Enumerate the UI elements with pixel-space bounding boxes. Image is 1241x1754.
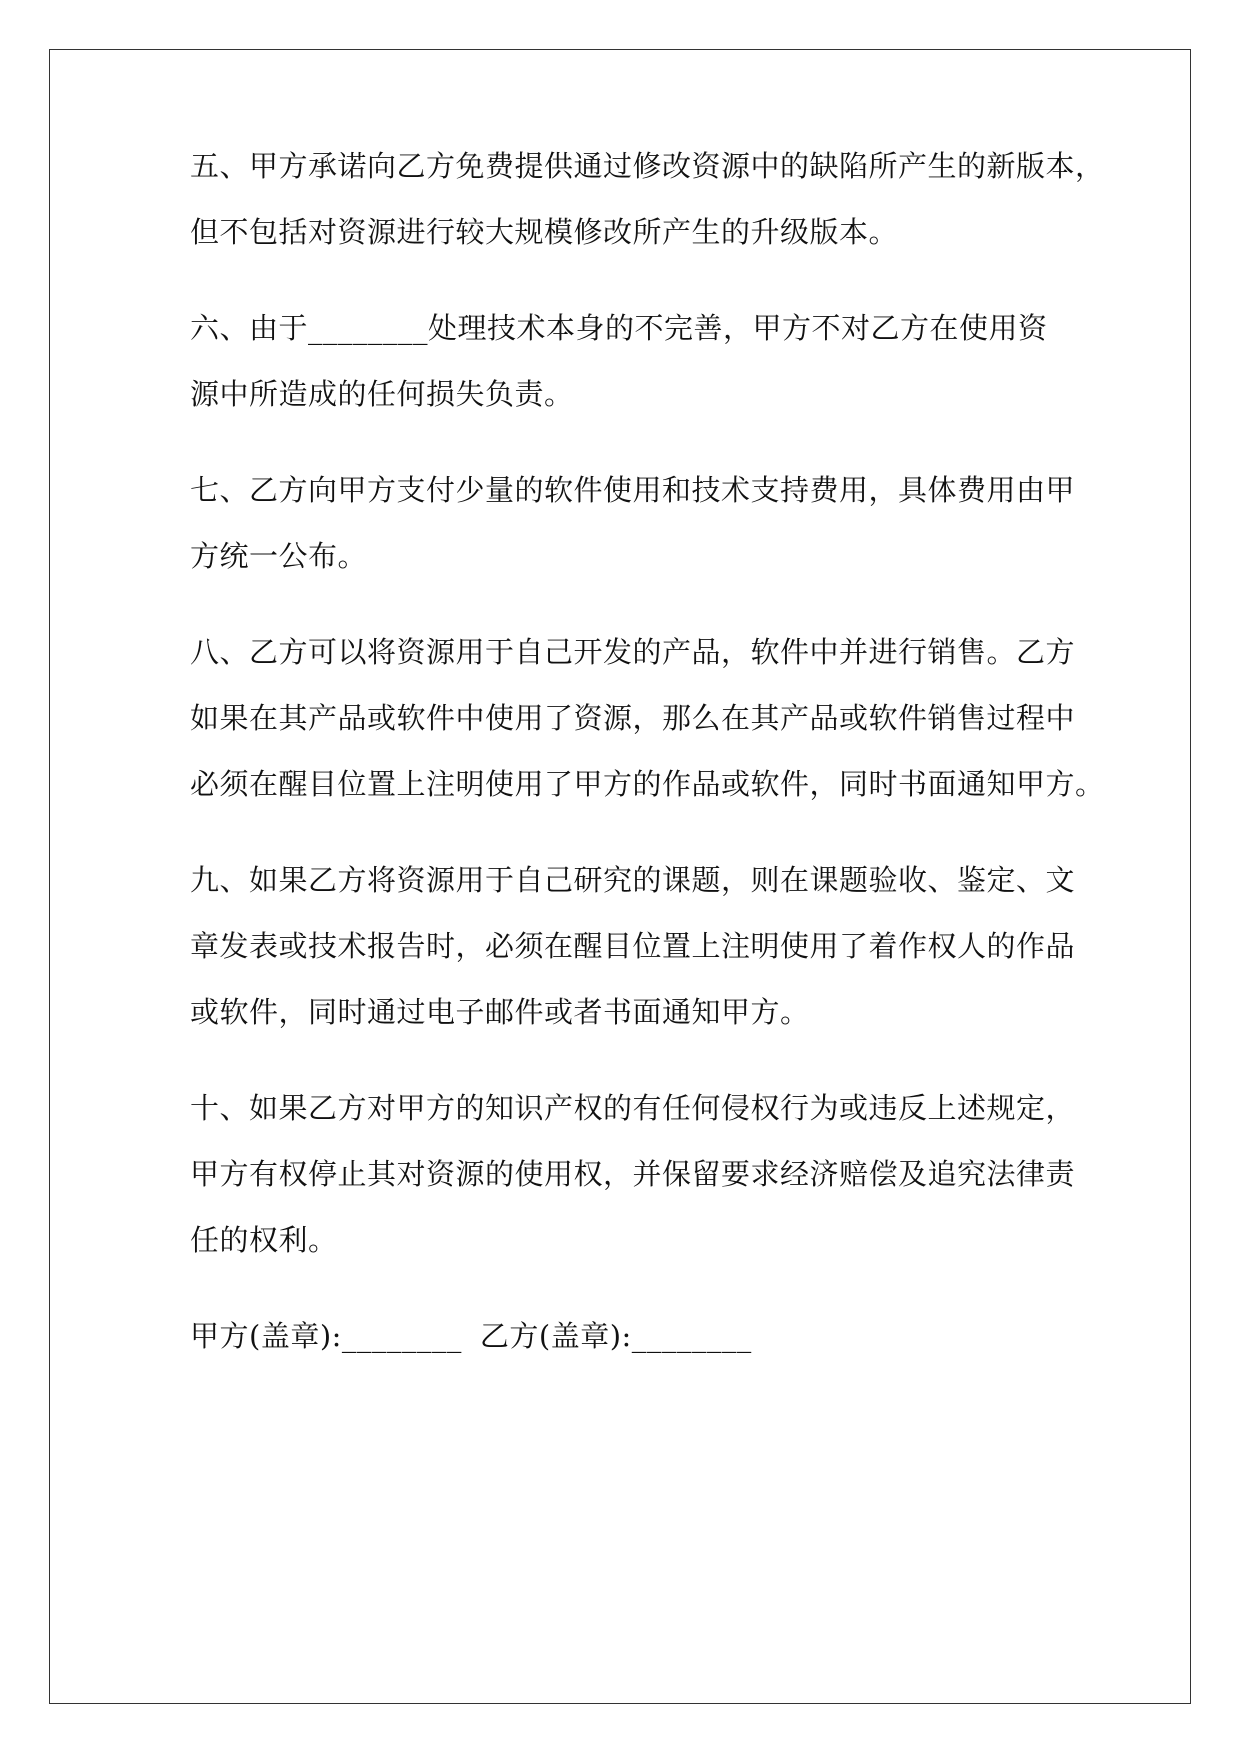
clause-text-line: 必须在醒目位置上注明使用了甲方的作品或软件，同时书面通知甲方。 — [190, 767, 1105, 801]
clause-text-line: 六、由于________处理技术本身的不完善，甲方不对乙方在使用资 — [190, 311, 1048, 345]
clause-text-line: 甲方有权停止其对资源的使用权，并保留要求经济赔偿及追究法律责 — [190, 1157, 1076, 1191]
clause-text-line: 章发表或技术报告时，必须在醒目位置上注明使用了着作权人的作品 — [190, 929, 1076, 963]
clause-text-line: 任的权利。 — [190, 1223, 338, 1257]
clause-text-line: 九、如果乙方将资源用于自己研究的课题，则在课题验收、鉴定、文 — [190, 863, 1076, 897]
clause-7 — [190, 474, 1090, 572]
document-body — [190, 149, 1105, 1353]
clause-text-line: 八、乙方可以将资源用于自己开发的产品，软件中并进行销售。乙方 — [190, 635, 1076, 669]
clause-text-line: 如果在其产品或软件中使用了资源，那么在其产品或软件销售过程中 — [190, 701, 1076, 735]
clause-9 — [190, 864, 1090, 1028]
party-b-signature: 乙方(盖章):________ — [479, 1319, 752, 1353]
signature-block — [190, 1320, 1090, 1352]
clause-text-line: 方统一公布。 — [190, 539, 368, 573]
clause-10 — [190, 1092, 1090, 1256]
party-a-signature: 甲方(盖章):________ — [190, 1319, 462, 1353]
clause-text-line: 七、乙方向甲方支付少量的软件使用和技术支持费用，具体费用由甲 — [190, 473, 1076, 507]
clause-text-line: 源中所造成的任何损失负责。 — [190, 377, 574, 411]
clause-text-line: 十、如果乙方对甲方的知识产权的有任何侵权行为或违反上述规定， — [190, 1091, 1076, 1125]
clause-text-line: 但不包括对资源进行较大规模修改所产生的升级版本。 — [190, 215, 899, 249]
clause-5 — [190, 149, 1105, 249]
clause-text-line: 五、甲方承诺向乙方免费提供通过修改资源中的缺陷所产生的新版本， — [190, 149, 1105, 183]
clause-6 — [190, 312, 1090, 410]
clause-8 — [190, 635, 1105, 801]
clause-text-line: 或软件，同时通过电子邮件或者书面通知甲方。 — [190, 995, 810, 1029]
